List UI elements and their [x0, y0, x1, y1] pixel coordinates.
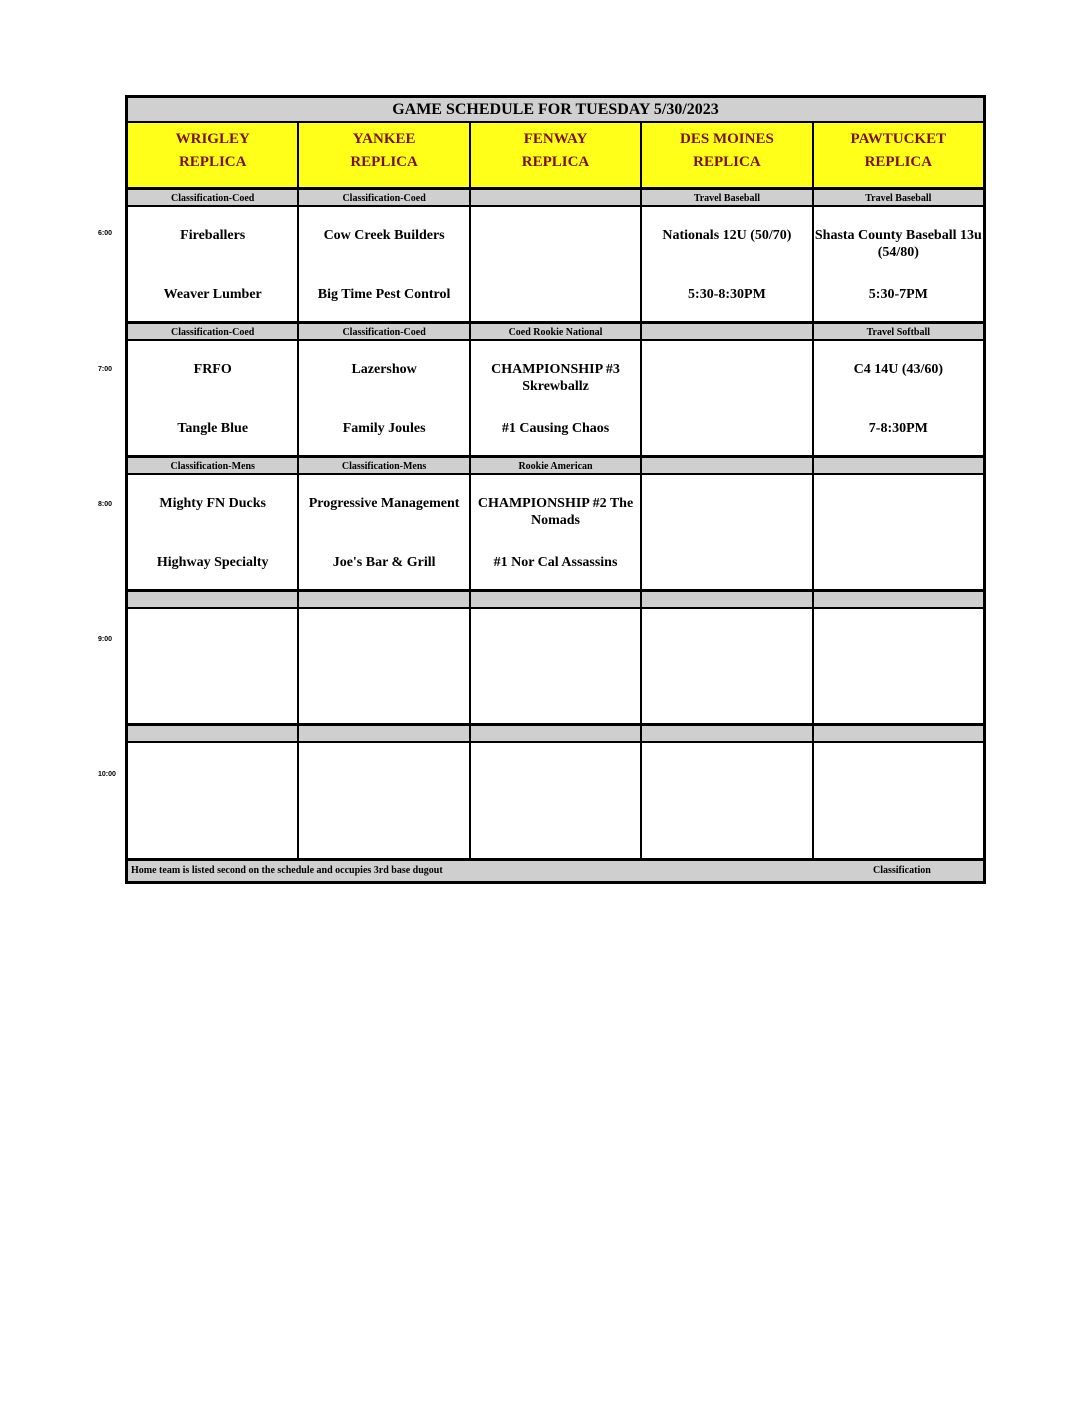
classification-label: Classification-Coed [299, 324, 470, 341]
classification-label [814, 458, 983, 475]
away-team: CHAMPIONSHIP #2 The Nomads [477, 496, 634, 528]
home-team-note: Home team is listed second on the schedule and occupies 3rd base dugout [131, 865, 443, 876]
time-label: 7:00 [98, 366, 113, 373]
classification-label [471, 726, 642, 743]
home-team: Tangle Blue [177, 421, 249, 436]
field-sub: REPLICA [350, 154, 418, 170]
classification-label: Rookie American [471, 458, 642, 475]
field-header [471, 123, 642, 190]
game-cell [814, 475, 983, 592]
away-team: Nationals 12U (50/70) [662, 228, 792, 243]
game-cell [128, 475, 299, 592]
game-cell [814, 743, 983, 860]
field-header-row [128, 123, 983, 190]
game-cell [642, 609, 813, 726]
home-team: 7-8:30PM [868, 421, 928, 436]
time-label: 9:00 [98, 636, 113, 643]
away-team: C4 14U (43/60) [853, 362, 944, 377]
home-team: Highway Specialty [156, 555, 269, 570]
classification-row [128, 324, 983, 341]
game-cell [128, 341, 299, 458]
classification-label: Classification-Mens [299, 458, 470, 475]
field-name: DES MOINES [680, 131, 774, 147]
classification-row [128, 592, 983, 609]
home-team: Family Joules [342, 421, 426, 436]
field-name: PAWTUCKET [850, 131, 947, 147]
field-sub: REPLICA [693, 154, 761, 170]
classification-label [814, 592, 983, 609]
game-row [128, 743, 983, 860]
field-sub: REPLICA [864, 154, 933, 170]
game-cell [471, 341, 642, 458]
time-label: 8:00 [98, 501, 113, 508]
classification-label: Classification-Coed [128, 190, 299, 207]
home-team: Big Time Pest Control [317, 287, 451, 302]
classification-label [642, 592, 813, 609]
classification-label [128, 726, 299, 743]
game-cell [471, 207, 642, 324]
classification-label: Classification-Mens [128, 458, 299, 475]
classification-label: Travel Baseball [642, 190, 813, 207]
field-name: FENWAY [523, 131, 588, 147]
classification-label: Classification-Coed [299, 190, 470, 207]
classification-label: Travel Softball [814, 324, 983, 341]
game-cell [128, 207, 299, 324]
away-team: Fireballers [180, 228, 246, 243]
game-cell [814, 341, 983, 458]
game-cell [642, 207, 813, 324]
classification-row [128, 726, 983, 743]
game-cell [814, 609, 983, 726]
field-sub: REPLICA [178, 154, 247, 170]
away-team: Cow Creek Builders [323, 228, 445, 243]
classification-label [299, 592, 470, 609]
field-name: YANKEE [352, 131, 416, 147]
game-cell [299, 475, 470, 592]
field-header [642, 123, 813, 190]
classification-label: Classification-Coed [128, 324, 299, 341]
game-cell [642, 341, 813, 458]
away-team: Progressive Management [308, 496, 460, 511]
home-team: Weaver Lumber [163, 287, 262, 302]
away-team: FRFO [193, 362, 232, 377]
game-cell [299, 341, 470, 458]
game-row [128, 341, 983, 458]
classification-label [471, 592, 642, 609]
away-team: Mighty FN Ducks [159, 496, 266, 511]
classification-row [128, 190, 983, 207]
field-header [299, 123, 470, 190]
game-cell [642, 743, 813, 860]
home-team: #1 Nor Cal Assassins [493, 555, 618, 570]
game-cell [299, 207, 470, 324]
schedule-sheet [125, 95, 986, 884]
classification-label: Coed Rookie National [471, 324, 642, 341]
classification-label [642, 726, 813, 743]
home-team: 5:30-7PM [868, 287, 928, 302]
game-cell [471, 743, 642, 860]
field-header [814, 123, 983, 190]
field-header [128, 123, 299, 190]
classification-label [128, 592, 299, 609]
game-cell [471, 609, 642, 726]
away-team: Shasta County Baseball 13u (54/80) [814, 228, 982, 260]
classification-label [642, 458, 813, 475]
time-label: 10:00 [98, 771, 116, 778]
field-name: WRIGLEY [175, 131, 250, 147]
game-cell [642, 475, 813, 592]
classification-label [299, 726, 470, 743]
game-cell [128, 743, 299, 860]
game-cell [299, 743, 470, 860]
home-team: 5:30-8:30PM [688, 287, 766, 302]
classification-label [814, 726, 983, 743]
classification-row [128, 458, 983, 475]
game-row [128, 207, 983, 324]
classification-legend: Classification [873, 865, 931, 876]
field-sub: REPLICA [521, 154, 590, 170]
game-cell [471, 475, 642, 592]
game-cell [128, 609, 299, 726]
time-label: 6:00 [98, 230, 113, 237]
schedule-title: GAME SCHEDULE FOR TUESDAY 5/30/2023 [128, 98, 983, 123]
game-cell [814, 207, 983, 324]
schedule-footer [128, 860, 983, 881]
away-team: Lazershow [351, 362, 417, 377]
classification-label [642, 324, 813, 341]
classification-label [471, 190, 642, 207]
home-team: Joe's Bar & Grill [332, 555, 436, 570]
home-team: #1 Causing Chaos [501, 421, 610, 436]
game-row [128, 475, 983, 592]
classification-label: Travel Baseball [814, 190, 983, 207]
game-row [128, 609, 983, 726]
game-cell [299, 609, 470, 726]
away-team: CHAMPIONSHIP #3 Skrewballz [491, 362, 620, 394]
